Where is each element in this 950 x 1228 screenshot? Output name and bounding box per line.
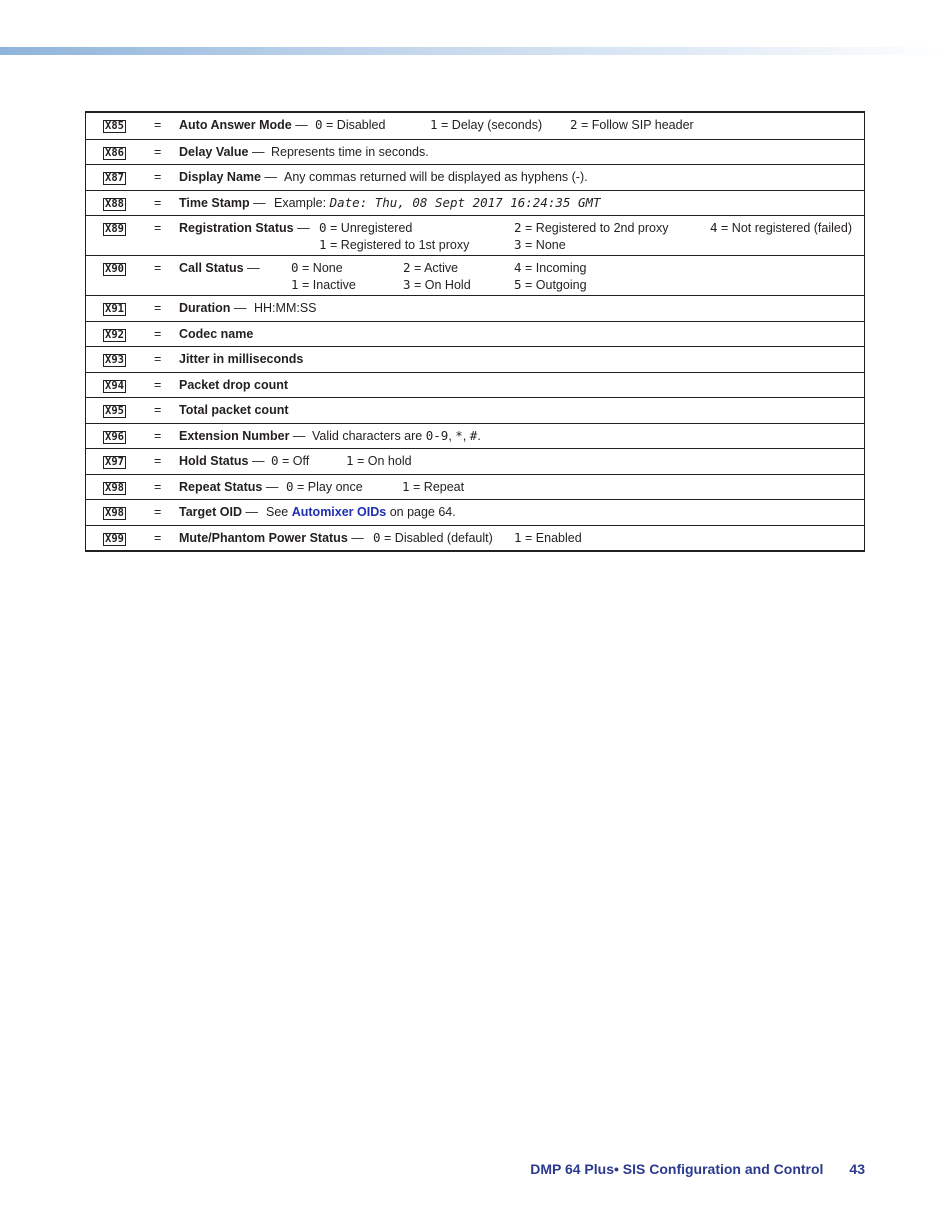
table-row	[86, 321, 864, 347]
equals-sign: =	[154, 221, 162, 235]
equals-sign: =	[154, 170, 162, 184]
equals-sign: =	[154, 479, 162, 494]
row-label: Repeat Status —	[179, 479, 279, 494]
page-number: 43	[849, 1161, 865, 1177]
table-row	[86, 295, 864, 321]
option: 1 = Repeat	[402, 478, 465, 494]
variable-code: X86	[105, 146, 124, 159]
row-label: Auto Answer Mode —	[179, 118, 308, 132]
table-row	[86, 499, 864, 525]
option: 1 = Delay (seconds)	[430, 117, 543, 132]
table-row	[86, 139, 864, 165]
equals-sign: =	[154, 377, 162, 392]
option: 0 = Off	[271, 453, 310, 468]
row-label: Target OID —	[179, 505, 258, 519]
table-row	[86, 423, 864, 449]
variable-code: X94	[105, 379, 124, 392]
option: 0 = Disabled (default)	[373, 529, 493, 545]
row-label: Extension Number —	[179, 428, 306, 443]
row-label: Duration —	[179, 301, 247, 315]
row-label: Time Stamp —	[179, 195, 266, 210]
option: 3 = None	[514, 237, 566, 252]
equals-sign: =	[154, 118, 162, 132]
variable-code: X89	[105, 223, 124, 235]
option: 3 = On Hold	[403, 277, 471, 292]
option: 2 = Registered to 2nd proxy	[514, 220, 669, 235]
row-label: Jitter in milliseconds	[179, 352, 304, 366]
table-row	[86, 113, 864, 139]
row-label: Mute/Phantom Power Status —	[179, 530, 364, 545]
row-description: See Automixer OIDs on page 64.	[266, 505, 456, 519]
option: 2 = Follow SIP header	[570, 117, 694, 132]
equals-sign: =	[154, 505, 162, 519]
option: 1 = Inactive	[291, 277, 356, 292]
table-row	[86, 215, 864, 255]
option: 1 = Enabled	[514, 529, 582, 545]
option: 2 = Active	[403, 260, 459, 275]
equals-sign: =	[154, 326, 162, 341]
table-row	[86, 448, 864, 474]
row-label: Display Name —	[179, 170, 277, 184]
equals-sign: =	[154, 428, 162, 443]
equals-sign: =	[154, 352, 162, 366]
table-row	[86, 255, 864, 295]
row-label: Registration Status —	[179, 221, 310, 235]
variable-code: X85	[105, 120, 124, 132]
automixer-oids-link[interactable]: Automixer OIDs	[291, 505, 387, 519]
row-label: Call Status —	[179, 261, 260, 275]
variable-code: X98	[105, 507, 124, 519]
row-label: Codec name	[179, 326, 254, 341]
equals-sign: =	[154, 261, 162, 275]
row-description: Example: Date: Thu, 08 Sept 2017 16:24:35 GMT	[274, 194, 601, 210]
option: 4 = Not registered (failed)	[710, 220, 852, 235]
equals-sign: =	[154, 454, 162, 468]
variable-code: X99	[105, 532, 124, 545]
page-footer	[530, 1161, 865, 1177]
table-row	[86, 190, 864, 216]
table-row	[86, 474, 864, 500]
row-label: Packet drop count	[179, 377, 289, 392]
option: 0 = Play once	[286, 478, 363, 494]
variable-code: X92	[105, 328, 124, 341]
option: 0 = Disabled	[315, 117, 386, 132]
table-row	[86, 346, 864, 372]
variable-code: X97	[105, 456, 124, 468]
header-gradient-bar	[0, 47, 950, 55]
footer-title: DMP 64 Plus• SIS Configuration and Control	[530, 1161, 824, 1177]
option: 5 = Outgoing	[514, 277, 587, 292]
row-label: Hold Status —	[179, 454, 265, 468]
variable-code: X95	[105, 405, 124, 417]
variable-code: X87	[105, 172, 124, 184]
variable-code: X88	[105, 197, 124, 210]
row-label: Total packet count	[179, 403, 289, 417]
equals-sign: =	[154, 301, 162, 315]
equals-sign: =	[154, 403, 162, 417]
row-description: Represents time in seconds.	[271, 144, 429, 159]
option: 0 = None	[291, 260, 343, 275]
variable-code: X96	[105, 430, 124, 443]
table-row	[86, 397, 864, 423]
row-description: HH:MM:SS	[254, 301, 317, 315]
variable-code: X91	[105, 303, 124, 315]
table-row	[86, 372, 864, 398]
option: 1 = Registered to 1st proxy	[319, 237, 470, 252]
table-row	[86, 525, 864, 551]
row-description: Any commas returned will be displayed as hyphens (-).	[284, 170, 588, 184]
option: 4 = Incoming	[514, 260, 587, 275]
table-row	[86, 164, 864, 190]
option: 1 = On hold	[346, 453, 412, 468]
variable-code: X98	[105, 481, 124, 494]
variable-definition-table	[85, 111, 865, 552]
equals-sign: =	[154, 530, 162, 545]
variable-code: X93	[105, 354, 124, 366]
equals-sign: =	[154, 144, 162, 159]
equals-sign: =	[154, 195, 162, 210]
option: 0 = Unregistered	[319, 220, 413, 235]
row-description: Valid characters are 0-9, *, #.	[312, 427, 481, 443]
variable-code: X90	[105, 263, 124, 275]
row-label: Delay Value —	[179, 144, 265, 159]
